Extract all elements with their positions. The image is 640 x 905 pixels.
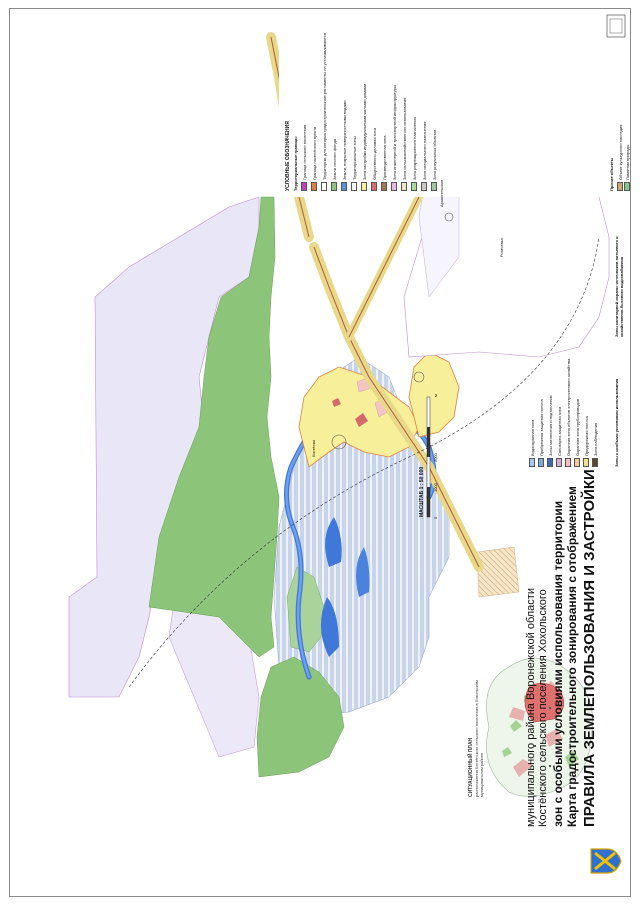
village-label-kostenki: Костёнки — [311, 440, 316, 457]
legend-other-item-label: Объект культурного наследия — [617, 124, 623, 180]
legend-main-item-label: Общественно-деловая зона — [371, 127, 377, 180]
legend-zone-item-label: Водоохранная зона — [529, 419, 535, 456]
scale-bar — [427, 397, 430, 517]
legend-main-item-label: Граница сельского поселения — [301, 124, 307, 180]
legend-main-item-row — [381, 136, 387, 191]
legend-zone-item-row — [583, 416, 589, 467]
map-title: ПРАВИЛА ЗЕМЛЕПОЛЬЗОВАНИЯ И ЗАСТРОЙКИ — [581, 469, 598, 827]
legend-other-item-row — [624, 145, 630, 191]
legend-main-item-label: Зона рекреационного назначения — [411, 117, 417, 180]
legend-main-item-swatch — [381, 182, 387, 191]
coat-of-arms-icon — [591, 849, 621, 873]
legend-zone-item-row — [529, 420, 535, 467]
legend-main-item-swatch — [401, 182, 407, 191]
legend-main-item-label: Земли, покрытые поверхностными водами — [341, 100, 347, 180]
legend-main-item-swatch — [361, 182, 367, 191]
legend-main-item-swatch — [431, 182, 437, 191]
legend-other-item-swatch — [617, 182, 623, 191]
legend-zone-item-label: Охранная зона трубопроводов — [574, 398, 580, 456]
legend-main-item-swatch — [301, 182, 307, 191]
legend-zone-item-label: Прибрежная защитная полоса — [538, 399, 544, 456]
legend-zone-item-row — [574, 399, 580, 467]
legend-main-item-row — [341, 100, 347, 191]
scale-label: МАСШТАБ 1 : 50 000 — [419, 466, 425, 517]
scale-unit: м — [433, 394, 438, 397]
legend-main-item-swatch — [321, 182, 327, 191]
scale-tick-0: 0 — [433, 516, 438, 519]
situation-plan-text: расположения Костёнского сельского поселения в Хохольском муниципальном районе — [474, 680, 484, 797]
legend-other-item-label: Памятник природы — [624, 144, 630, 180]
legend-zone-item-row — [565, 359, 571, 467]
stamp-box — [607, 15, 625, 37]
legend-other-item-swatch — [624, 182, 630, 191]
legend-water-title: Зоны санитарной охраны источников питьевого и хозяйственно-бытового водоснабжения — [614, 236, 624, 337]
legend-main-item-row — [321, 33, 327, 191]
legend-other-item-row — [617, 125, 623, 191]
legend-main-title: УСЛОВНЫЕ ОБОЗНАЧЕНИЯ — [285, 121, 291, 191]
map-subtitle-line-1: Карта градостроительного зонирования с отображением — [565, 486, 579, 827]
legend-zones-title: Зоны с особыми условиями использования — [614, 378, 619, 467]
legend-main-item-label: Граница населённого пункта — [311, 126, 317, 180]
map-subtitle-line-3: Костёнского сельского поселения Хохольского — [537, 589, 549, 827]
legend-main-item-label: Зона специального назначения — [421, 121, 427, 180]
legend-zone-item-row — [556, 407, 562, 467]
legend-zone-item-swatch — [574, 458, 580, 467]
legend-main-item-swatch — [351, 182, 357, 191]
legend-main-item-row — [311, 127, 317, 191]
scale-tick-1: 1000 — [433, 483, 438, 492]
legend-main — [279, 47, 609, 197]
legend-main-item-row — [371, 128, 377, 191]
legend-main-item-swatch — [311, 182, 317, 191]
legend-main-item-swatch — [411, 182, 417, 191]
village-label-rogachevka: Рогачевка — [499, 238, 504, 257]
situation-plan-caption — [469, 667, 484, 797]
legend-zone-item-label: Охранная зона объектов электросетевого хозяйства — [565, 358, 571, 456]
legend-main-item-row — [301, 125, 307, 191]
legend-zone-item-label: Санитарно-защитная зона — [556, 406, 562, 456]
legend-main-item-label: Территориальные зоны — [351, 136, 357, 180]
agricultural-hatched-area — [477, 547, 519, 597]
legend-zone-item-row — [592, 423, 598, 467]
legend-bounds-title: Территориальные границы — [293, 136, 298, 191]
legend-zone-item-label: Зона наблюдения — [592, 422, 598, 456]
legend-zone-item-swatch — [556, 458, 562, 467]
map-subtitle-line-2: зон с особыми условиями использования территории — [551, 500, 565, 827]
legend-main-item-row — [361, 84, 367, 191]
legend-main-item-row — [421, 122, 427, 191]
legend-main-item-label: Земли лесного фонда — [331, 138, 337, 180]
legend-main-item-swatch — [371, 182, 377, 191]
legend-main-item-swatch — [341, 182, 347, 191]
legend-main-item-row — [391, 85, 397, 191]
legend-zone-item-label: Придорожная полоса — [583, 416, 589, 456]
legend-zone-item-swatch — [583, 458, 589, 467]
village-label-arkhangelskoe: Архангельское — [439, 179, 444, 207]
legend-zone-item-swatch — [538, 458, 544, 467]
legend-zone-item-row — [538, 399, 544, 467]
legend-main-item-row — [351, 136, 357, 191]
situation-plan-title: СИТУАЦИОННЫЙ ПЛАН — [468, 737, 474, 797]
legend-other-title: Прочие объекты — [609, 157, 614, 191]
legend-main-item-row — [331, 139, 337, 191]
legend-zone-item-swatch — [592, 458, 598, 467]
legend-main-item-swatch — [421, 182, 427, 191]
legend-main-item-label: Зона ритуальных объектов — [431, 129, 437, 180]
legend-main-item-swatch — [331, 182, 337, 191]
legend-main-item-row — [411, 117, 417, 191]
legend-zone-item-swatch — [547, 458, 553, 467]
map-subtitle-line-4: муниципального района Воронежской области — [525, 588, 537, 827]
legend-main-item-label: Зона инженерной и транспортной инфраструктуры — [391, 85, 397, 180]
legend-main-item-label: Территории, для которых градостроительные регламенты не устанавливаются — [321, 33, 327, 180]
legend-main-item-label: Производственная зона — [381, 135, 387, 180]
legend-main-item-row — [401, 98, 407, 191]
scale-tick-2: 2000 — [433, 453, 438, 462]
legend-zone-item-label: Зоны затопления и подтопления — [547, 395, 553, 456]
legend-zone-item-swatch — [565, 458, 571, 467]
legend-zone-item-row — [547, 395, 553, 467]
legend-main-item-label: Зона сельскохозяйственного использования — [401, 97, 407, 180]
legend-zone-item-swatch — [529, 458, 535, 467]
legend-main-item-swatch — [391, 182, 397, 191]
legend-main-item-label: Зона застройки индивидуальными жилыми домами — [361, 83, 367, 180]
rotated-map-layout — [9, 8, 631, 897]
legend-main-item-row — [431, 130, 437, 191]
